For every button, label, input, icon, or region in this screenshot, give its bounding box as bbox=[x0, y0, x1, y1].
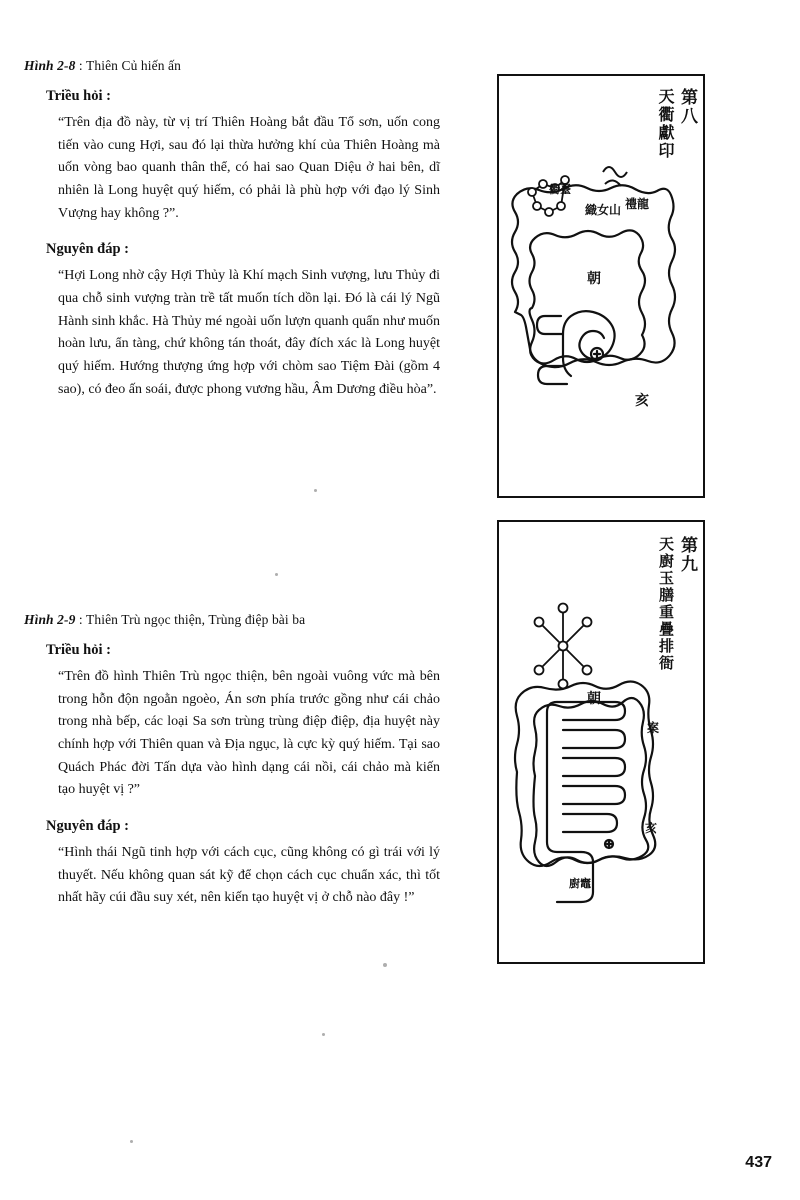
figure-illustration-2 bbox=[497, 520, 705, 964]
question-heading-1: Triều hỏi : bbox=[46, 88, 111, 104]
illustration-2-label-an: 案 bbox=[647, 721, 660, 735]
figure-caption-1 bbox=[24, 58, 454, 74]
question-text-1: “Trên địa đồ này, từ vị trí Thiên Hoàng bắt đầu Tổ sơn, uốn cong tiến vào cung Hợi, sau đó lại thừa hưởng khí của Thiên Hoàng mà uốn vòng bao quanh thân thể, có hai sao Quan Diệu ở hai bên, dĩ nhiên là Long huyệt quý hiếm, có phải là phù hợp với đạo lý Sinh Vượng hay không ?”. bbox=[58, 115, 440, 221]
illustration-1-subtitle: 天衢獻印 bbox=[656, 88, 675, 160]
figure-block-1 bbox=[24, 58, 454, 401]
scan-speck bbox=[322, 1033, 325, 1036]
mountain-marks-1 bbox=[603, 167, 627, 186]
answer-heading-1: Nguyên đáp : bbox=[46, 241, 129, 258]
figure-caption-2 bbox=[24, 612, 454, 628]
illustration-1-label-dragon: 禮龍 bbox=[625, 197, 650, 211]
figure-block-2 bbox=[24, 612, 454, 910]
figure-illustration-1 bbox=[497, 74, 705, 498]
question-text-2: “Trên đồ hình Thiên Trù ngọc thiện, bên ngoài vuông vức mà bên trong hỗn độn ngoằn ngoèo, Án sơn phía trước gồng như cái chảo trong nhà bếp, các loại Sa sơn trùng trùng điệp điệp, địa huyệt này chính hợp với Thiên quan và Địa ngục, là cực kỳ quý hiếm. Tại sao Quách Phác đời Tấn dựa vào hình dạng cái nồi, cái chảo mà kiến tạo huyệt vị ?” bbox=[58, 669, 440, 798]
figure-title: Thiên Trù ngọc thiện, Trùng điệp bài ba bbox=[86, 612, 306, 627]
illustration-1-label-constellation: 織女山 bbox=[585, 203, 622, 217]
illustration-1-title: 第八 bbox=[677, 88, 697, 126]
scan-speck bbox=[383, 963, 387, 967]
figure-caption-separator: : bbox=[75, 612, 87, 627]
figure-title: Thiên Củ hiến ấn bbox=[86, 58, 181, 73]
illustration-2-label-kitchen: 廚竈 bbox=[569, 877, 591, 890]
answer-text-2: “Hình thái Ngũ tinh hợp với cách cục, cũng không có gì trái với lý thuyết. Nếu không quan sát kỹ để chọn cách cục chuẩn xác, thì tốt nhất hãy cúi đầu suy xét, nên kiến tạo huyệt vị ở chỗ nào đây !” bbox=[58, 845, 440, 906]
illustration-1-label-platform: 衢臺 bbox=[549, 183, 571, 196]
page-number: 437 bbox=[745, 1154, 772, 1171]
illustration-1-label-hoi: 亥 bbox=[635, 393, 649, 409]
illustration-2-title: 第九 bbox=[677, 536, 697, 574]
scan-speck bbox=[130, 1140, 133, 1143]
figure-label: Hình 2-9 bbox=[24, 612, 76, 627]
question-heading-2: Triều hỏi : bbox=[46, 642, 111, 658]
answer-heading-2: Nguyên đáp : bbox=[46, 818, 129, 835]
answer-text-1: “Hợi Long nhờ cậy Hợi Thủy là Khí mạch Sinh vượng, lưu Thủy đi qua chỗ sinh vượng tràn trề tất muốn tích dồn lại. Đó là cái lý Ngũ Hành sinh khắc. Hà Thủy mé ngoài uốn lượn quanh quẩn như muốn hoàn lưu, ẩn tàng, chứ không tán thoát, đây đích xác là Long huyệt quý hiếm. Hướng thượng ứng hợp với chòm sao Tiệm Đài (gồm 4 sao), có đeo ấn soái, được phong vương hầu, Âm Dương điều hòa”. bbox=[58, 268, 440, 397]
illustration-1-label-chao: 朝 bbox=[587, 271, 601, 287]
figure-label: Hình 2-8 bbox=[24, 58, 76, 73]
illustration-2-label-chao: 朝 bbox=[587, 691, 601, 707]
scan-speck bbox=[275, 573, 278, 576]
illustration-2-subtitle: 天廚玉膳重疊排衙 bbox=[657, 536, 675, 672]
figure-caption-separator: : bbox=[75, 58, 87, 73]
scan-speck bbox=[314, 489, 317, 492]
illustration-2-label-hoi: 亥 bbox=[645, 821, 658, 835]
